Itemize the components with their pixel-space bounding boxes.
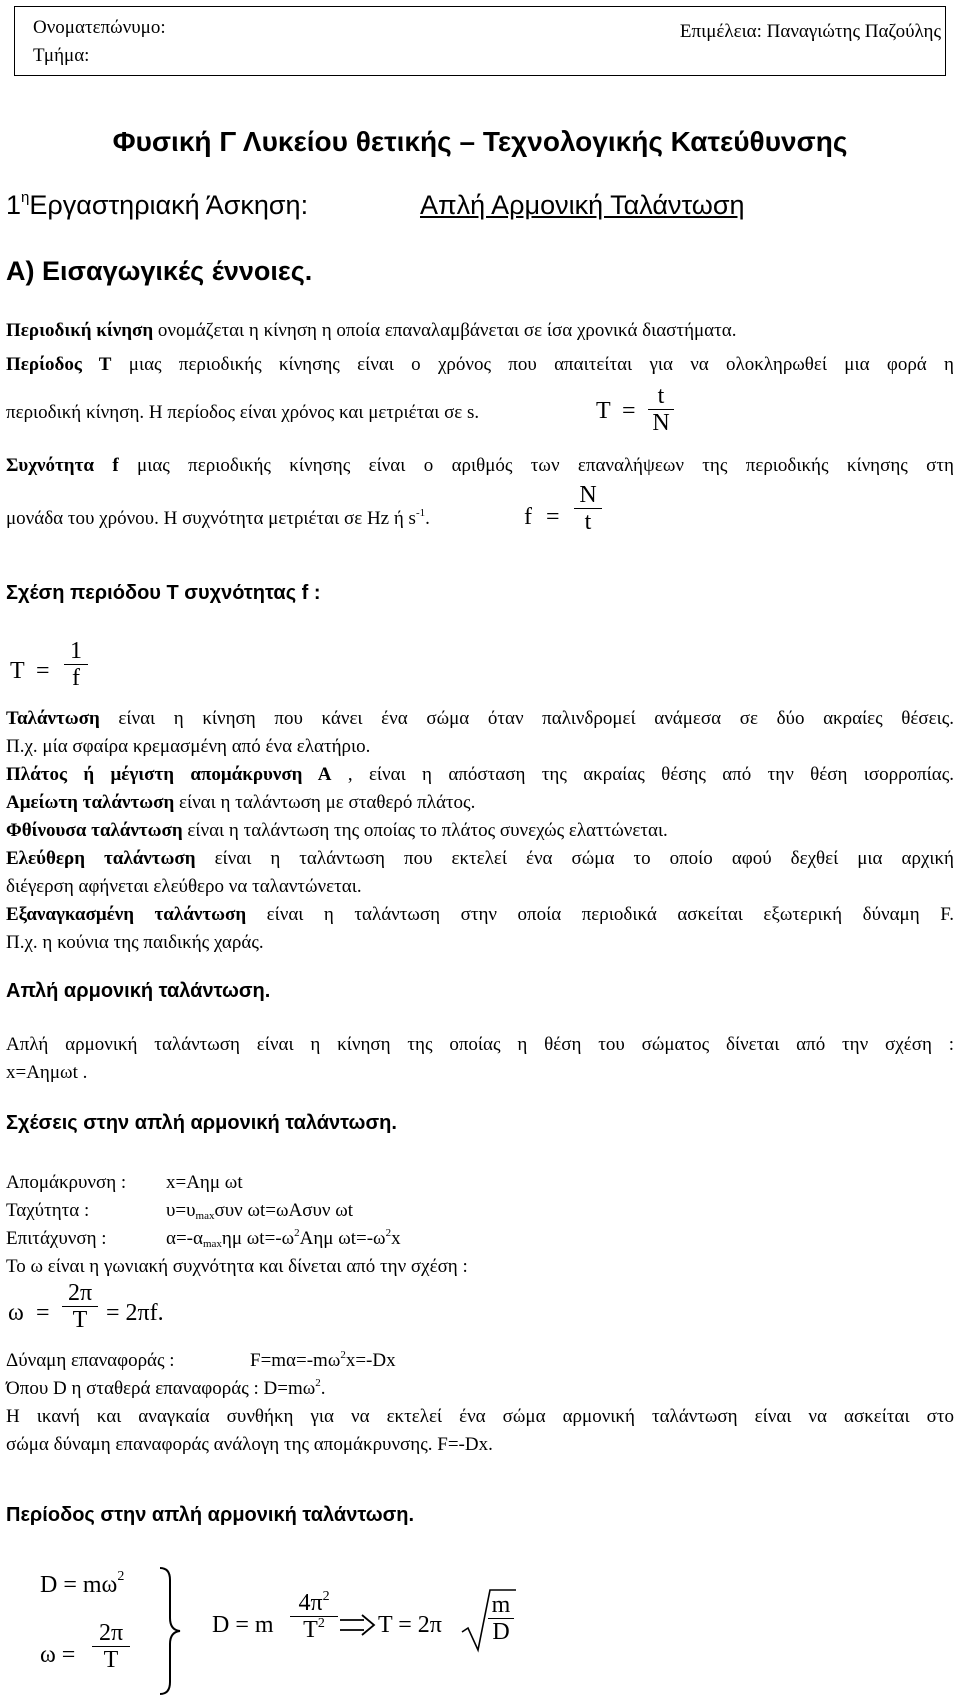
acceleration-part-a: α=-α — [166, 1228, 203, 1249]
derivation-m-den-base: T — [303, 1617, 318, 1643]
term-undamped: Αμείωτη ταλάντωση — [6, 792, 175, 813]
frequency-unit-end: . — [425, 508, 430, 529]
derivation-m-num-base: 4π — [298, 1590, 323, 1616]
acceleration-sup1: 2 — [294, 1227, 300, 1239]
formula-relation-num: 1 — [70, 638, 82, 664]
term-frequency: Συχνότητα f — [6, 455, 119, 476]
derivation-t-num: m — [491, 1592, 511, 1618]
restoring-constant-sup: 2 — [315, 1377, 321, 1389]
paragraph-damped — [6, 820, 668, 842]
restoring-force-formula — [250, 1350, 396, 1372]
derivation-period — [378, 1590, 518, 1660]
acceleration-label: Επιτάχυνση : — [6, 1228, 107, 1249]
formula-period-num: t — [657, 383, 665, 409]
restoring-constant — [6, 1378, 325, 1400]
formula-period-fraction — [648, 383, 674, 436]
formula-frequency-fraction — [574, 482, 602, 535]
derivation-m-den-sup: 2 — [317, 1616, 325, 1631]
formula-relation-eq: = — [36, 658, 50, 684]
formula-frequency-den: t — [584, 509, 592, 535]
document-title: Φυσική Γ Λυκείου θετικής – Τεχνολογικής Κατεύθυνσης — [112, 126, 848, 157]
derivation-omega — [40, 1620, 160, 1690]
shm-condition-line2: σώμα δύναμη επαναφοράς ανάλογη της απομάκρυνσης. F=-Dx. — [6, 1434, 493, 1455]
exercise-number: 1 — [6, 190, 22, 220]
acceleration-formula — [166, 1228, 401, 1250]
term-forced: Εξαναγκασμένη ταλάντωση — [6, 904, 247, 925]
formula-omega-fraction — [62, 1280, 98, 1333]
exercise-number-sup: η — [21, 189, 30, 206]
formula-omega-lhs: ω — [8, 1300, 24, 1326]
shm-definition-line2: x=Αημωt . — [6, 1062, 88, 1083]
paragraph-periodic-motion — [6, 320, 736, 342]
derivation-d-sup: 2 — [117, 1569, 125, 1584]
formula-relation — [10, 638, 90, 704]
paragraph-frequency-line1 — [6, 455, 954, 477]
derivation-omega-num: 2π — [98, 1620, 124, 1646]
paragraph-free-line2: διέγερση αφήνεται ελεύθερο να ταλαντώνεται. — [6, 876, 362, 897]
def-amplitude: , είναι η απόσταση της ακραίας θέσης από την θέση ισορροπίας. — [331, 764, 955, 785]
paragraph-period-line1 — [6, 354, 954, 376]
derivation-d — [40, 1569, 125, 1599]
paragraph-forced-line1 — [6, 904, 954, 926]
frequency-unit-text: μονάδα του χρόνου. Η συχνότητα μετριέται σε Hz ή s — [6, 508, 416, 529]
displacement-label: Απομάκρυνση : — [6, 1172, 127, 1193]
term-free: Ελεύθερη ταλάντωση — [6, 848, 196, 869]
restoring-constant-a: Όπου D η σταθερά επαναφοράς : D=mω — [6, 1378, 316, 1399]
derivation-m-num — [290, 1590, 338, 1616]
formula-frequency — [524, 478, 604, 544]
acceleration-sup2: 2 — [385, 1227, 392, 1239]
formula-frequency-lhs: f — [524, 504, 532, 530]
formula-relation-fraction — [64, 638, 88, 691]
formula-omega — [8, 1280, 208, 1346]
relations-heading: Σχέσεις στην απλή αρμονική ταλάντωση. — [6, 1112, 397, 1134]
formula-omega-num: 2π — [67, 1280, 93, 1306]
exercise-label: Εργαστηριακή Άσκηση: — [29, 190, 309, 220]
header-box — [14, 6, 946, 76]
acceleration-part-b: ημ ωt=-ω — [221, 1228, 295, 1249]
formula-period — [596, 383, 676, 449]
displacement-formula: x=Αημ ωt — [166, 1172, 243, 1193]
derivation-omega-den: T — [103, 1647, 119, 1673]
term-periodic-motion: Περιοδική κίνηση — [6, 320, 154, 341]
shm-heading: Απλή αρμονική ταλάντωση. — [6, 980, 271, 1002]
restoring-constant-b: . — [320, 1378, 326, 1399]
paragraph-amplitude — [6, 764, 954, 786]
derivation-d-lhs: D = mω — [40, 1572, 118, 1598]
class-label: Τμήμα: — [33, 45, 90, 66]
oscillation-example: Π.χ. μία σφαίρα κρεμασμένη από ένα ελατήριο. — [6, 736, 371, 757]
restoring-part-a: F=mα=-mω — [250, 1350, 341, 1371]
derivation-t-fraction — [488, 1592, 514, 1645]
relation-heading: Σχέση περιόδου Τ συχνότητας f : — [6, 582, 321, 604]
def-undamped: είναι η ταλάντωση με σταθερό πλάτος. — [174, 792, 476, 813]
restoring-sup: 2 — [340, 1349, 346, 1361]
def-damped: είναι η ταλάντωση της οποίας το πλάτος συνεχώς ελαττώνεται. — [182, 820, 668, 841]
name-label: Ονοματεπώνυμο: — [33, 17, 166, 38]
formula-omega-eq: = — [36, 1300, 50, 1326]
formula-omega-rhs: = 2πf. — [106, 1300, 164, 1326]
term-amplitude: Πλάτος ή μέγιστη απομάκρυνση Α — [6, 764, 332, 785]
restoring-part-b: x=-Dx — [345, 1350, 396, 1371]
paragraph-undamped — [6, 792, 475, 814]
shm-condition-line1: Η ικανή και αναγκαία συνθήκη για να εκτελεί ένα σώμα αρμονική ταλάντωση είναι να ασκείται στο — [6, 1406, 954, 1427]
def-oscillation: είναι η κίνηση που κάνει ένα σώμα όταν παλινδρομεί ανάμεσα σε δύο ακραίες θέσεις. — [99, 708, 954, 729]
section-a-heading: Α) Εισαγωγικές έννοιες. — [6, 256, 313, 286]
exercise-line — [6, 190, 308, 221]
derivation-d-substituted — [212, 1590, 342, 1660]
derivation-m-num-sup: 2 — [322, 1589, 330, 1604]
velocity-formula — [166, 1200, 353, 1222]
acceleration-sub: max — [202, 1238, 222, 1250]
derivation-m-den — [290, 1617, 338, 1643]
velocity-label: Ταχύτητα : — [6, 1200, 90, 1221]
def-forced: είναι η ταλάντωση στην οποία περιοδικά ασκείται εξωτερική δύναμη F. — [246, 904, 954, 925]
term-oscillation: Ταλάντωση — [6, 708, 100, 729]
paragraph-free-line1 — [6, 848, 954, 870]
derivation-m-lhs: D = m — [212, 1612, 274, 1638]
formula-period-eq: = — [622, 398, 636, 424]
def-free: είναι η ταλάντωση που εκτελεί ένα σώμα το οποίο αφού δεχθεί μια αρχική — [195, 848, 954, 869]
paragraph-frequency-line2 — [6, 508, 430, 530]
implies-arrow — [338, 1614, 376, 1636]
formula-frequency-eq: = — [546, 504, 560, 530]
right-brace — [156, 1566, 186, 1696]
formula-frequency-num: N — [579, 482, 597, 508]
period-heading: Περίοδος στην απλή αρμονική ταλάντωση. — [6, 1504, 415, 1526]
editor-credit: Επιμέλεια: Παναγιώτης Παζούλης — [679, 21, 941, 42]
omega-text: Το ω είναι η γωνιακή συχνότητα και δίνεται από την σχέση : — [6, 1256, 468, 1277]
velocity-part-b: συν ωt=ωΑσυν ωt — [214, 1200, 353, 1221]
def-period: μιας περιοδικής κίνησης είναι ο χρόνος που απαιτείται για να ολοκληρωθεί μια φορά η — [111, 354, 954, 375]
acceleration-part-c: Αημ ωt=-ω — [299, 1228, 386, 1249]
exercise-topic: Απλή Αρμονική Ταλάντωση — [420, 190, 745, 220]
formula-period-lhs: T — [596, 398, 611, 424]
shm-definition-line1: Απλή αρμονική ταλάντωση είναι η κίνηση της οποίας η θέση του σώματος δίνεται από την σχέση : — [6, 1034, 954, 1055]
paragraph-oscillation — [6, 708, 954, 730]
term-damped: Φθίνουσα ταλάντωση — [6, 820, 183, 841]
paragraph-period-line2: περιοδική κίνηση. Η περίοδος είναι χρόνος και μετριέται σε s. — [6, 402, 480, 423]
frequency-unit-sup: -1 — [415, 507, 426, 519]
term-period: Περίοδος Τ — [6, 354, 112, 375]
derivation-t-lhs: T = 2π — [378, 1612, 442, 1638]
derivation-m-fraction — [290, 1590, 338, 1643]
acceleration-part-d: x — [391, 1228, 401, 1249]
formula-period-den: N — [652, 410, 670, 436]
derivation-t-den: D — [492, 1619, 510, 1645]
velocity-sub: max — [195, 1210, 215, 1222]
formula-relation-den: f — [72, 665, 80, 691]
derivation-omega-lhs: ω = — [40, 1642, 76, 1668]
velocity-part-a: υ=υ — [166, 1200, 196, 1221]
formula-omega-den: T — [72, 1307, 88, 1333]
def-frequency: μιας περιοδικής κίνησης είναι ο αριθμός των επαναλήψεων της περιοδικής κίνησης στη — [118, 455, 954, 476]
derivation-omega-fraction — [92, 1620, 130, 1673]
restoring-force-label: Δύναμη επαναφοράς : — [6, 1350, 175, 1371]
def-periodic-motion: ονομάζεται η κίνηση η οποία επαναλαμβάνεται σε ίσα χρονικά διαστήματα. — [153, 320, 737, 341]
paragraph-forced-line2: Π.χ. η κούνια της παιδικής χαράς. — [6, 932, 264, 953]
formula-relation-lhs: T — [10, 658, 25, 684]
